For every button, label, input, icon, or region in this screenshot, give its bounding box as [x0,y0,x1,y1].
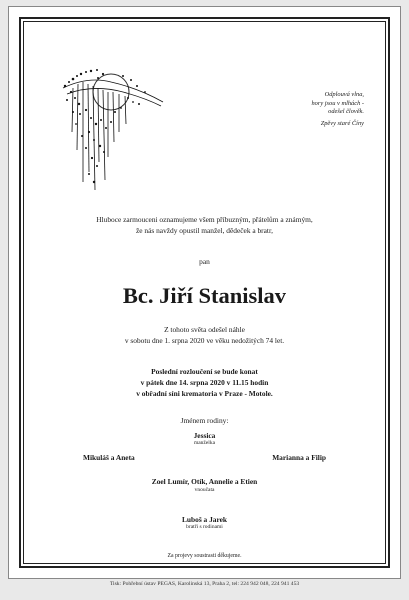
poem [224,91,364,117]
printer-footer: Tisk: Pohřební ústav PEGAS, Karolinská 13, Praha 2, tel: 224 942 048, 224 941 453 [109,581,300,587]
deceased-name: Bc. Jiří Stanislav [122,283,287,308]
intro-line-2: že nás navždy opustil manžel, dědeček a bratr, [136,226,273,235]
intro-line-1: Hluboce zarmouceni oznamujeme všem příbuzným, přátelům a známým, [96,215,313,224]
poem-line: odešel člověk. [328,108,364,115]
left-pair: Mikuláš a Aneta [83,453,135,462]
grandchildren: Zoel Lumír, Otík, Annelie a Etien [151,477,258,486]
moon-willow-emblem [53,62,173,197]
honorific: pan [199,257,210,266]
poem-line: Odplouvá vlna, [324,91,364,98]
poem-source: Zpěvy staré Číny [320,120,364,127]
wife-name: Jessica [193,431,216,440]
siblings: Luboš a Jarek [181,515,228,524]
obituary-card [8,6,401,579]
death-line-2: v sobotu dne 1. srpna 2020 ve věku nedožitých 74 let. [124,336,285,345]
wife-role: manželka [193,440,216,446]
funeral-line-3: v obřadní síni krematoria v Praze - Motole. [136,389,273,398]
funeral-line-2: v pátek dne 14. srpna 2020 v 11.15 hodin [140,378,269,387]
thanks: Za projevy soustrasti děkujeme. [167,553,242,559]
poem-line: hory jsou v mlhách - [311,99,364,107]
funeral-line-1: Poslední rozloučení se bude konat [151,367,258,376]
right-pair: Marianna a Filip [272,453,326,462]
grandchildren-role: vnoučata [194,487,215,493]
family-intro: Jménem rodiny: [180,416,229,425]
siblings-role: bratři s rodinami [186,524,223,530]
death-line-1: Z tohoto světa odešel náhle [164,325,245,334]
